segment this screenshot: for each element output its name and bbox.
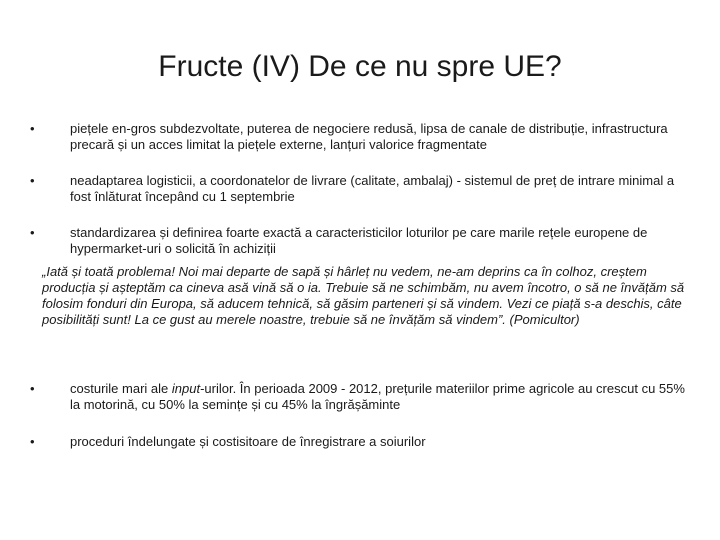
bullet-text: standardizarea și definirea foarte exactă a caracteristicilor loturilor pe care marile rețele europene de hypermarket-uri o solicită în achiziții (70, 225, 648, 256)
bullet-item (30, 173, 690, 205)
bullet-item (30, 121, 690, 153)
farmer-quote: „Iată și toată problema! Noi mai departe de sapă și hârleț nu vedem, ne-am deprins ca în colhoz, creștem producția și așteptăm ca cineva asă vină să o ia. Trebuie să ne schimbăm, nu avem încotro, o să ne învățăm să folosim fonduri din Europa, să aducem tehnică, să găsim parteneri și să vindem. Vezi ce piață s-a deschis, câte posibilități sunt! La ce gust au merele noastre, trebuie să ne învățăm să vindem”. (Pomicultor) (42, 264, 685, 327)
bullet-text-part: -urilor. În perioada 2009 - 2012, prețurile materiilor prime agricole au crescut cu 55% la motorină, cu 50% la semințe și cu 45% la îngrășăminte (70, 381, 685, 412)
bullet-text: neadaptarea logisticii, a coordonatelor de livrare (calitate, ambalaj) - sistemul de preț de intrare minimal a fost înlăturat începând cu 1 septembrie (70, 173, 675, 204)
bullet-item (30, 381, 690, 413)
slide-title: Fructe (IV) De ce nu spre UE? (158, 50, 562, 83)
bullet-item (30, 225, 690, 257)
bullet-icon: • (30, 434, 35, 449)
bullet-icon: • (30, 121, 35, 136)
bullet-text: piețele en-gros subdezvoltate, puterea de negociere redusă, lipsa de canale de distribuție, infrastructura precară și un acces limitat la piețele externe, lanțuri valorice fragmentate (70, 121, 668, 152)
bullet-list-top (30, 121, 690, 277)
input-emphasis: input (171, 381, 201, 396)
bullet-icon: • (30, 225, 35, 240)
bullet-text-part: proceduri îndelungate și costisitoare de înregistrare a soiurilor (70, 434, 426, 449)
bullet-text (70, 381, 685, 412)
bullet-icon: • (30, 173, 35, 188)
bullet-icon: • (30, 381, 35, 396)
bullet-list-bottom (30, 381, 690, 471)
bullet-text-part: costurile mari ale (70, 381, 172, 396)
bullet-text (70, 434, 426, 449)
bullet-item (30, 434, 690, 450)
